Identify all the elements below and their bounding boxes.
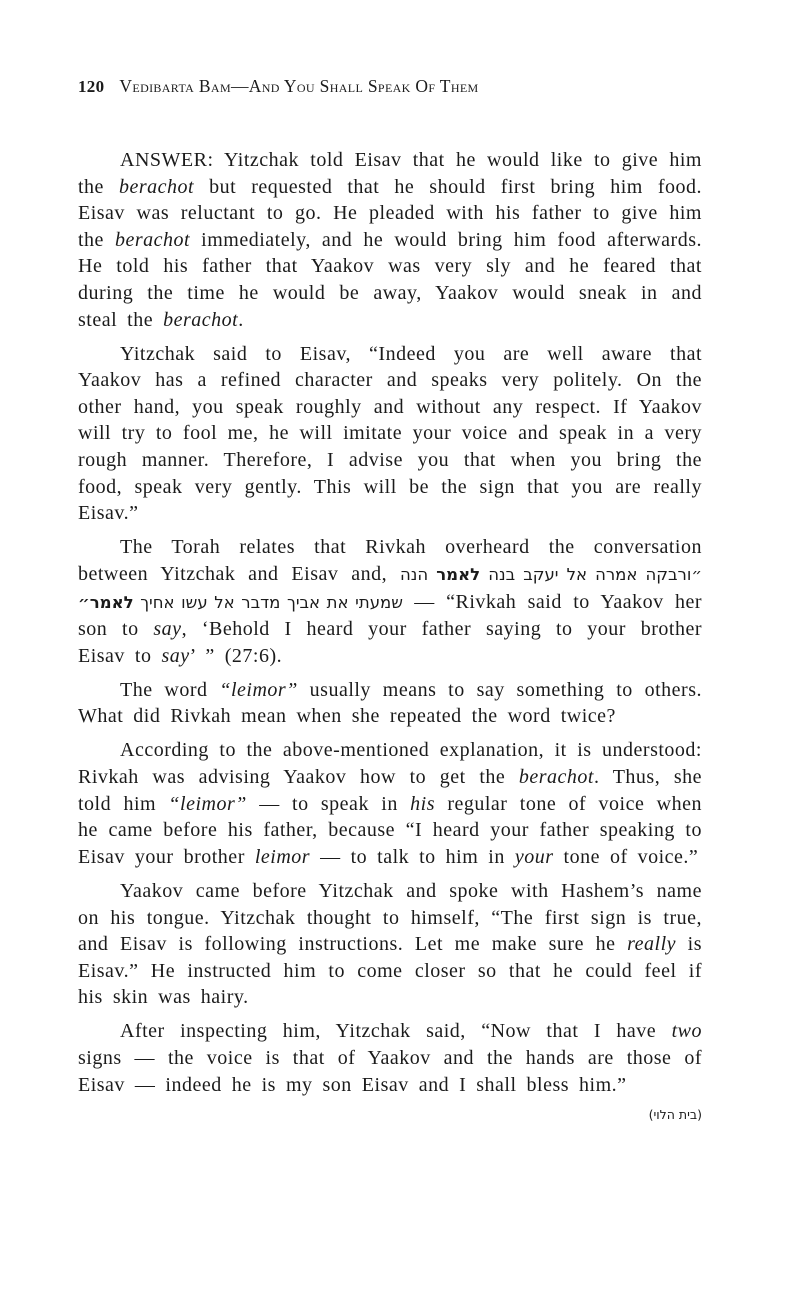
text-run: berachot xyxy=(163,308,239,331)
hebrew-text-run: ״ורבקה אמרה אל יעקב בנה xyxy=(480,564,702,584)
text-run: . Thus, she told him xyxy=(78,766,702,815)
text-run: two xyxy=(671,1020,702,1043)
text-run: leimor xyxy=(254,845,311,868)
paragraph xyxy=(78,737,702,870)
paragraph xyxy=(78,1018,702,1098)
body-text xyxy=(78,147,702,1124)
text-run: but requested that he should first bring him food. Eisav was reluctant to go. He pleaded with his father to give him the xyxy=(78,175,703,251)
text-run: According to the above-mentioned explanation, it is understood: Rivkah was advising Yaakov how to get the xyxy=(78,739,702,789)
text-run: is Eisav.” He instructed him to come closer so that he could feel if his skin was hairy. xyxy=(78,933,702,1009)
text-run: immediately, and he would bring him food afterwards. He told his father that Yaakov was very sly and he feared that during the time he would be away, Yaakov would sneak in and steal the xyxy=(78,228,703,331)
text-run: berachot xyxy=(118,175,195,198)
hebrew-text-run: הנה שמעתי את אביך מדבר אל עשו אחיך xyxy=(133,564,437,612)
hebrew-text-run: לאמר״ xyxy=(78,592,134,612)
text-run: tone of voice.” xyxy=(553,845,699,868)
text-run: regular tone of voice when he came before his father, because “I heard your father speaking to Eisav your brother xyxy=(78,792,702,868)
page-title: Vedibarta Bam—And You Shall Speak Of Them xyxy=(119,76,479,96)
attribution-line xyxy=(78,1106,702,1124)
text-run: Yitzchak said to Eisav, “Indeed you are well aware that Yaakov has a refined character and speaks very politely. On the other hand, you speak roughly and without any respect. If Yaakov will try to fool me, he will imitate your voice and speak in a very rough manner. Therefore, I advise you that when you bring the food, speak very gently. This will be the sign that you are really Eisav.” xyxy=(78,342,702,525)
text-run: Yaakov came before Yitzchak and spoke with Hashem’s name on his tongue. Yitzchak thought to himself, “The first sign is true, and Eisav is following instructions. Let me make sure he xyxy=(78,879,702,956)
paragraphs-container xyxy=(78,147,702,1098)
attribution-citation: (בית הלוי) xyxy=(648,1106,702,1122)
paragraph xyxy=(78,677,702,730)
text-run: say xyxy=(161,644,190,667)
paragraph xyxy=(78,147,702,333)
text-run: signs — the voice is that of Yaakov and the hands are those of Eisav — indeed he is my son Eisav and I shall bless him.” xyxy=(78,1047,702,1096)
text-run: “leimor” xyxy=(168,792,247,815)
text-run: berachot xyxy=(518,766,594,789)
text-run: usually means to say something to others. What did Rivkah mean when she repeated the word twice? xyxy=(78,678,702,728)
text-run: — “Rivkah said to Yaakov her son to xyxy=(78,590,702,641)
text-run: After inspecting him, Yitzchak said, “Now that I have xyxy=(120,1020,672,1043)
text-run: his xyxy=(410,792,435,815)
text-run: berachot xyxy=(115,228,191,251)
paragraph xyxy=(78,878,702,1011)
page-header xyxy=(78,76,702,97)
paragraph xyxy=(78,341,702,527)
text-run: your xyxy=(514,845,554,868)
page-number: 120 xyxy=(78,77,105,96)
text-run: The word xyxy=(120,678,220,701)
text-run: really xyxy=(627,933,677,956)
text-run: The Torah relates that Rivkah overheard the conversation between Yitzchak and Eisav and, xyxy=(78,536,702,585)
text-run: ’ ” (27:6). xyxy=(189,644,283,667)
text-run: — to speak in xyxy=(246,792,411,815)
text-run: “leimor” xyxy=(219,678,298,701)
text-run: — to talk to him in xyxy=(310,845,515,868)
text-run: , ‘Behold I heard your father saying to your brother Eisav to xyxy=(78,618,702,667)
hebrew-text-run: לאמר xyxy=(436,564,481,584)
text-run: say xyxy=(153,618,182,641)
text-run: . xyxy=(238,308,244,331)
paragraph xyxy=(78,534,702,669)
text-run: ANSWER: Yitzchak told Eisav that he would like to give him the xyxy=(78,149,702,198)
